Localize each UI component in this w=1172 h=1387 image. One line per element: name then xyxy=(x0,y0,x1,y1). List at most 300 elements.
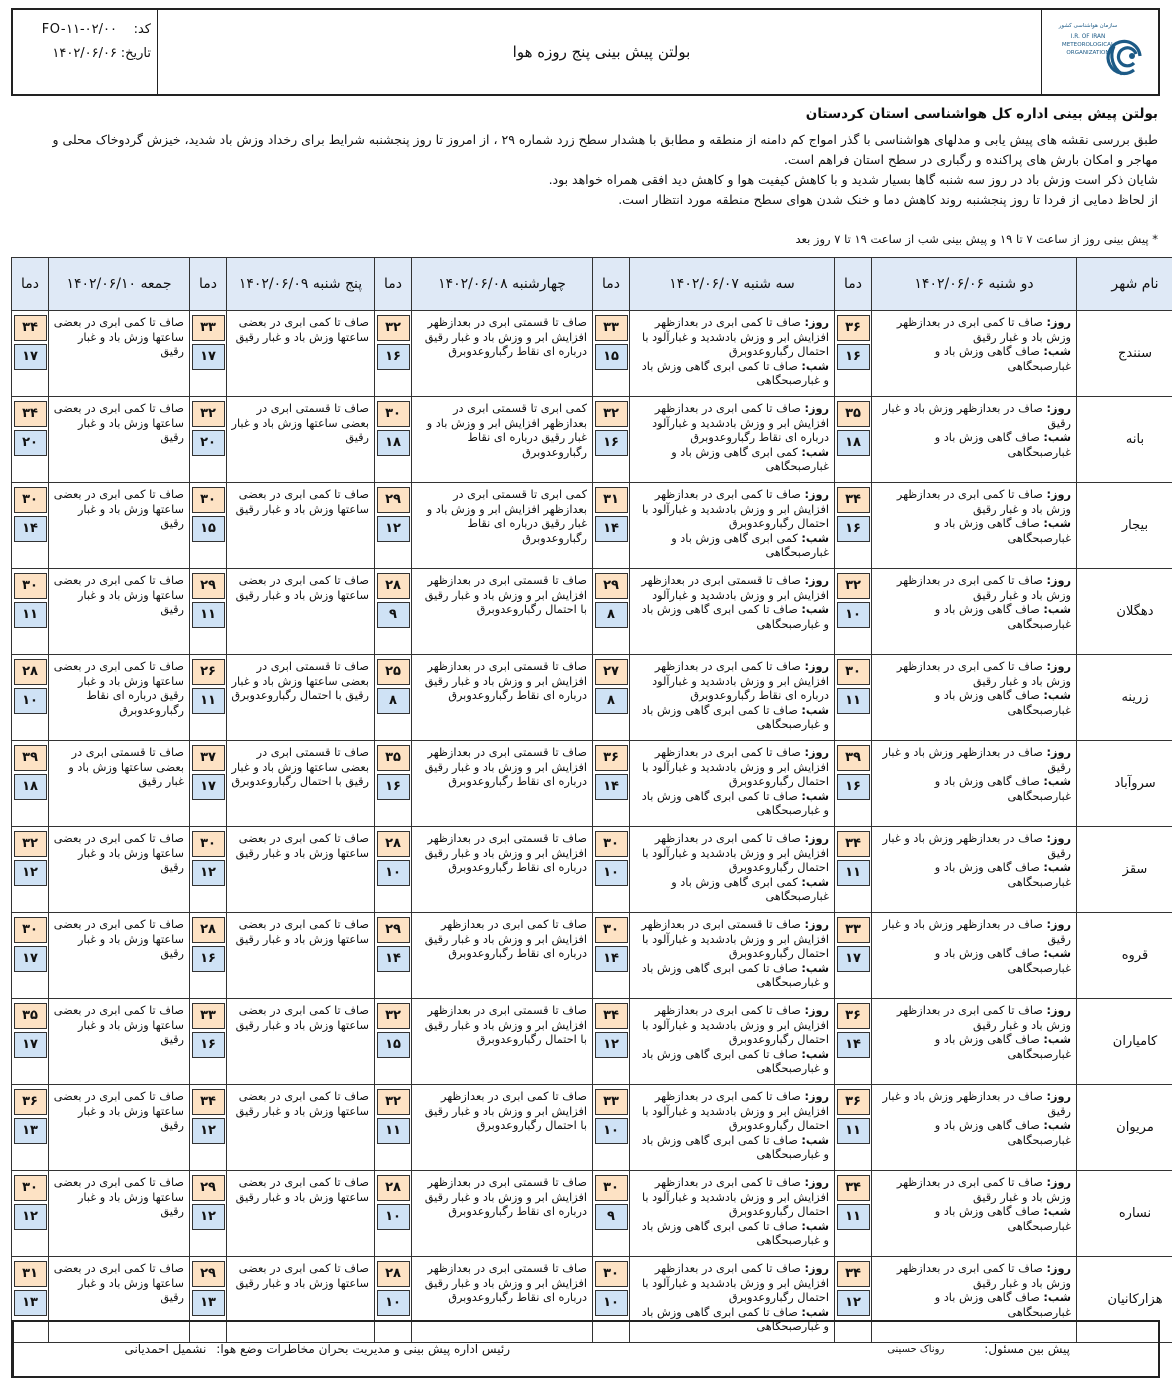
night-label: شب: xyxy=(801,1305,829,1319)
night-label: شب: xyxy=(801,875,829,889)
forecast-cell xyxy=(227,741,375,827)
temperature-cell xyxy=(835,913,872,999)
forecast-table xyxy=(11,257,1172,1343)
day-forecast xyxy=(634,1004,829,1048)
temperature-cell xyxy=(12,1171,49,1257)
forecast-cell xyxy=(412,1085,593,1171)
day-label: روز: xyxy=(804,832,829,845)
min-temp: ۱۴ xyxy=(837,1032,870,1058)
max-temp: ۳۴ xyxy=(837,487,870,513)
max-temp: ۳۱ xyxy=(595,487,628,513)
max-temp: ۲۹ xyxy=(595,573,628,599)
forecast-cell xyxy=(227,397,375,483)
forecast-cell xyxy=(872,1171,1077,1257)
night-forecast xyxy=(634,532,829,561)
temperature-cell xyxy=(12,741,49,827)
day-label: روز: xyxy=(804,746,829,759)
night-forecast-text: صاف گاهی وزش باد و غبارصبحگاهی xyxy=(934,689,1071,717)
forecast-cell xyxy=(630,913,835,999)
max-temp: ۳۶ xyxy=(837,1089,870,1115)
forecast-text: صاف تا قسمتی ابری در بعدازظهر افزایش ابر و وزش باد و غبار رقیق با احتمال رگباروعدوبرق xyxy=(424,574,587,616)
city-name: سنندج xyxy=(1077,311,1172,397)
forecast-text: صاف تا کمی ابری در بعضی ساعتها وزش باد و غبار رقیق xyxy=(235,316,369,344)
forecast-text: صاف تا کمی ابری در بعضی ساعتها وزش باد و غبار رقیق xyxy=(235,832,369,860)
forecast-text: کمی ابری تا قسمتی ابری در بعدازظهر افزایش ابر و وزش باد و غبار رقیق درباره ای نقاط رگباروعدوبرق xyxy=(426,402,587,459)
min-temp: ۱۸ xyxy=(837,430,870,456)
chief-label: رئیس اداره پیش بینی و مدیریت بحران مخاطرات وضع هوا: xyxy=(216,1342,510,1356)
day-label: روز: xyxy=(1046,316,1071,329)
temperature-cell xyxy=(12,1085,49,1171)
forecast-cell xyxy=(630,655,835,741)
night-label: شب: xyxy=(1043,1033,1071,1046)
min-temp: ۱۲ xyxy=(192,1204,225,1230)
forecast-cell xyxy=(49,827,190,913)
max-temp: ۳۰ xyxy=(14,487,47,513)
max-temp: ۳۰ xyxy=(14,573,47,599)
forecaster-label: پیش بین مسئول: xyxy=(984,1342,1070,1356)
logo-fa-text: سازمان هواشناسی کشور xyxy=(1058,23,1118,29)
forecast-cell xyxy=(227,1171,375,1257)
max-temp: ۳۵ xyxy=(837,401,870,427)
day-forecast xyxy=(634,1176,829,1220)
city-column-header: نام شهر xyxy=(1077,258,1172,311)
night-forecast xyxy=(634,876,829,905)
min-temp: ۱۲ xyxy=(14,860,47,886)
temperature-cell xyxy=(12,311,49,397)
temperature-cell xyxy=(190,913,227,999)
forecast-cell xyxy=(872,397,1077,483)
night-forecast xyxy=(876,517,1071,546)
day-label: روز: xyxy=(1046,1004,1071,1017)
temperature-cell xyxy=(835,311,872,397)
night-forecast xyxy=(876,689,1071,718)
day-label: روز: xyxy=(804,660,829,673)
min-temp: ۱۲ xyxy=(192,860,225,886)
max-temp: ۲۹ xyxy=(377,917,410,943)
day-label: روز: xyxy=(1046,488,1071,501)
day-label: روز: xyxy=(804,402,829,415)
temperature-cell xyxy=(593,397,630,483)
max-temp: ۳۳ xyxy=(595,315,628,341)
day-forecast-text: صاف در بعدازظهر وزش باد و غبار رقیق xyxy=(882,832,1071,860)
day-label: روز: xyxy=(804,574,829,587)
day-header-3: چهارشنبه ۱۴۰۲/۰۶/۰۸ xyxy=(412,258,593,311)
min-temp: ۱۰ xyxy=(377,1204,410,1230)
night-label: شب: xyxy=(1043,689,1071,702)
min-temp: ۱۳ xyxy=(14,1290,47,1316)
forecast-text: صاف تا کمی ابری در بعضی ساعتها وزش باد و غبار رقیق xyxy=(53,1090,184,1132)
min-temp: ۱۶ xyxy=(377,344,410,370)
min-temp: ۱۷ xyxy=(837,946,870,972)
forecast-cell xyxy=(412,999,593,1085)
night-label: شب: xyxy=(1043,1291,1071,1304)
night-label: شب: xyxy=(801,961,829,975)
night-forecast-text: صاف گاهی وزش باد و غبارصبحگاهی xyxy=(934,517,1071,545)
max-temp: ۲۸ xyxy=(192,917,225,943)
max-temp: ۲۷ xyxy=(595,659,628,685)
forecast-cell xyxy=(49,741,190,827)
intro-paragraph-2: شایان ذکر است وزش باد در روز سه شنبه گاها بسیار شدید و با کاهش کیفیت هوا و کاهش دید افقی همراه خواهد بود. xyxy=(548,172,1158,187)
table-row xyxy=(12,999,1172,1085)
city-name: سقز xyxy=(1077,827,1172,913)
night-forecast-text: صاف گاهی وزش باد و غبارصبحگاهی xyxy=(934,431,1071,459)
day-forecast xyxy=(876,1176,1071,1205)
forecast-cell xyxy=(872,483,1077,569)
min-temp: ۱۴ xyxy=(595,774,628,800)
date-label: تاریخ: xyxy=(120,46,151,61)
night-label: شب: xyxy=(801,1047,829,1061)
temperature-cell xyxy=(12,483,49,569)
day-label: روز: xyxy=(1046,1090,1071,1103)
min-temp: ۱۱ xyxy=(377,1118,410,1144)
forecast-cell xyxy=(630,483,835,569)
temperature-cell xyxy=(190,741,227,827)
max-temp: ۳۰ xyxy=(192,487,225,513)
forecast-cell xyxy=(49,311,190,397)
temperature-cell xyxy=(593,999,630,1085)
forecast-text: صاف تا کمی ابری در بعضی ساعتها وزش باد و غبار رقیق xyxy=(53,488,184,530)
night-label: شب: xyxy=(801,703,829,717)
day-forecast xyxy=(876,488,1071,517)
table-row xyxy=(12,827,1172,913)
max-temp: ۳۹ xyxy=(14,745,47,771)
day-forecast xyxy=(876,918,1071,947)
intro-paragraph-1: طبق بررسی نقشه های پیش یابی و مدلهای هواشناسی با گذر امواج کم دامنه از منطقه و مطابق با هشدار سطح زرد شماره ۲۹ ، از امروز تا روز پنجشنبه شرایط برای رخداد وزش باد شدید، خیزش گردوخاک محلی و مهاجر و امکان بارش های پراکنده و رگباری در سطح استان فراهم است. xyxy=(52,132,1158,167)
night-forecast-text: کمی ابری گاهی وزش باد و غبارصبحگاهی xyxy=(671,531,829,559)
day-forecast-text: صاف تا کمی ابری در بعدازظهر افزایش ابر و وزش بادشدید و غبارآلود با احتمال رگباروعدوبرق xyxy=(641,488,829,530)
temperature-cell xyxy=(375,1171,412,1257)
forecast-cell xyxy=(49,999,190,1085)
night-forecast-text: صاف گاهی وزش باد و غبارصبحگاهی xyxy=(934,775,1071,803)
day-label: روز: xyxy=(804,316,829,329)
night-forecast-text: صاف تا کمی ابری گاهی وزش باد و غبارصبحگاهی xyxy=(641,961,829,989)
min-temp: ۱۶ xyxy=(595,430,628,456)
night-label: شب: xyxy=(801,603,829,616)
night-label: شب: xyxy=(1043,775,1071,788)
max-temp: ۳۳ xyxy=(192,1003,225,1029)
day-forecast xyxy=(634,316,829,360)
forecast-text: صاف تا کمی ابری در بعضی ساعتها وزش باد و غبار رقیق xyxy=(53,1176,184,1218)
forecast-cell xyxy=(227,569,375,655)
max-temp: ۳۶ xyxy=(837,1003,870,1029)
day-forecast xyxy=(876,402,1071,431)
city-name: سروآباد xyxy=(1077,741,1172,827)
max-temp: ۲۸ xyxy=(377,1261,410,1287)
min-temp: ۱۰ xyxy=(377,860,410,886)
max-temp: ۲۸ xyxy=(14,659,47,685)
max-temp: ۳۹ xyxy=(837,745,870,771)
max-temp: ۲۵ xyxy=(377,659,410,685)
max-temp: ۳۲ xyxy=(377,1003,410,1029)
table-row xyxy=(12,655,1172,741)
min-temp: ۸ xyxy=(595,688,628,714)
min-temp: ۱۴ xyxy=(595,516,628,542)
temperature-cell xyxy=(190,483,227,569)
forecast-hours-note: * پیش بینی روز از ساعت ۷ تا ۱۹ و پیش بینی شب از ساعت ۱۹ تا ۷ روز بعد xyxy=(795,232,1158,246)
max-temp: ۳۶ xyxy=(837,315,870,341)
forecast-cell xyxy=(49,483,190,569)
day-forecast-text: صاف تا کمی ابری در بعدازظهر وزش باد و غبار رقیق xyxy=(896,1176,1071,1204)
city-name: هزارکانیان xyxy=(1077,1257,1172,1343)
max-temp: ۲۹ xyxy=(192,1261,225,1287)
forecast-text: صاف تا کمی ابری در بعضی ساعتها وزش باد و غبار رقیق xyxy=(235,1262,369,1290)
bulletin-title: بولتن پیش بینی پنج روزه هوا xyxy=(512,43,691,61)
day-forecast xyxy=(876,1262,1071,1291)
day-forecast xyxy=(876,1004,1071,1033)
temperature-cell xyxy=(12,569,49,655)
min-temp: ۱۱ xyxy=(192,602,225,628)
max-temp: ۳۴ xyxy=(595,1003,628,1029)
forecast-cell xyxy=(227,311,375,397)
min-temp: ۱۱ xyxy=(837,688,870,714)
min-temp: ۱۳ xyxy=(14,1118,47,1144)
forecast-cell xyxy=(630,827,835,913)
day-label: روز: xyxy=(1046,574,1071,587)
day-forecast-text: صاف تا کمی ابری در بعدازظهر افزایش ابر و وزش بادشدید و غبارآلود با احتمال رگباروعدوبرق xyxy=(641,832,829,874)
temperature-cell xyxy=(375,827,412,913)
table-row xyxy=(12,1085,1172,1171)
table-row xyxy=(12,569,1172,655)
day-forecast-text: صاف تا کمی ابری در بعدازظهر وزش باد و غبار رقیق xyxy=(896,488,1071,516)
temperature-cell xyxy=(593,741,630,827)
forecast-text: صاف تا قسمتی ابری در بعضی ساعتها وزش باد و غبار رقیق با احتمال رگباروعدوبرق xyxy=(231,746,369,788)
city-name: زرینه xyxy=(1077,655,1172,741)
max-temp: ۳۲ xyxy=(837,573,870,599)
day-forecast-text: صاف تا کمی ابری در بعدازظهر وزش باد و غبار رقیق xyxy=(896,316,1071,344)
day-header-5: جمعه ۱۴۰۲/۰۶/۱۰ xyxy=(49,258,190,311)
temp-header-5: دما xyxy=(12,258,49,311)
night-label: شب: xyxy=(1043,1119,1071,1132)
min-temp: ۱۷ xyxy=(192,774,225,800)
max-temp: ۳۰ xyxy=(837,659,870,685)
table-row xyxy=(12,741,1172,827)
max-temp: ۳۲ xyxy=(14,831,47,857)
min-temp: ۱۸ xyxy=(377,430,410,456)
temp-header-4: دما xyxy=(190,258,227,311)
temperature-cell xyxy=(375,311,412,397)
day-label: روز: xyxy=(804,488,829,501)
max-temp: ۳۰ xyxy=(595,1261,628,1287)
night-forecast-text: صاف تا کمی ابری گاهی وزش باد و غبارصبحگاهی xyxy=(641,603,829,631)
day-forecast-text: صاف در بعدازظهر وزش باد و غبار رقیق xyxy=(882,402,1071,430)
day-forecast-text: صاف تا کمی ابری در بعدازظهر وزش باد و غبار رقیق xyxy=(896,574,1071,602)
day-forecast-text: صاف تا قسمتی ابری در بعدازظهر افزایش ابر و وزش بادشدید و غبارآلود با احتمال رگباروعدوبرق xyxy=(641,918,829,960)
night-label: شب: xyxy=(801,359,829,373)
forecast-cell xyxy=(49,1171,190,1257)
forecast-text: صاف تا کمی ابری در بعضی ساعتها وزش باد و غبار رقیق xyxy=(53,574,184,616)
night-forecast-text: صاف تا کمی ابری گاهی وزش باد و غبارصبحگاهی xyxy=(641,359,829,387)
chief-section xyxy=(13,1322,558,1376)
min-temp: ۱۱ xyxy=(837,1118,870,1144)
min-temp: ۲۰ xyxy=(192,430,225,456)
date-row xyxy=(23,46,151,61)
max-temp: ۳۲ xyxy=(192,401,225,427)
header-meta xyxy=(13,10,158,94)
night-label: شب: xyxy=(1043,431,1071,444)
night-forecast-text: صاف تا کمی ابری گاهی وزش باد و غبارصبحگاهی xyxy=(641,703,829,731)
night-forecast xyxy=(876,1033,1071,1062)
temperature-cell xyxy=(12,827,49,913)
night-forecast xyxy=(634,790,829,819)
forecast-cell xyxy=(227,999,375,1085)
temperature-cell xyxy=(190,569,227,655)
forecast-cell xyxy=(630,741,835,827)
max-temp: ۳۵ xyxy=(377,745,410,771)
forecast-text: صاف تا کمی ابری در بعضی ساعتها وزش باد و غبار رقیق xyxy=(235,1004,369,1032)
forecast-text: صاف تا قسمتی ابری در بعدازظهر افزایش ابر و وزش باد و غبار رقیق درباره ای نقاط رگباروعدوبرق xyxy=(424,832,587,874)
max-temp: ۳۵ xyxy=(14,1003,47,1029)
city-name: قروه xyxy=(1077,913,1172,999)
min-temp: ۱۴ xyxy=(595,946,628,972)
night-forecast-text: صاف تا کمی ابری گاهی وزش باد و غبارصبحگاهی xyxy=(641,1219,829,1247)
day-label: روز: xyxy=(1046,660,1071,673)
min-temp: ۱۳ xyxy=(192,1290,225,1316)
min-temp: ۱۵ xyxy=(192,516,225,542)
forecast-cell xyxy=(227,483,375,569)
day-forecast xyxy=(876,574,1071,603)
night-forecast-text: کمی ابری گاهی وزش باد و غبارصبحگاهی xyxy=(671,445,829,473)
table-row xyxy=(12,483,1172,569)
temperature-cell xyxy=(190,397,227,483)
day-forecast-text: صاف تا کمی ابری در بعدازظهر وزش باد و غبار رقیق xyxy=(896,1004,1071,1032)
meteorological-organization-logo xyxy=(1052,16,1152,88)
night-forecast-text: صاف گاهی وزش باد و غبارصبحگاهی xyxy=(934,1291,1071,1319)
day-forecast xyxy=(634,918,829,962)
day-forecast-text: صاف تا کمی ابری در بعدازظهر افزایش ابر و وزش بادشدید و غبارآلود درباره ای نقاط رگباروعدوبرق xyxy=(652,402,829,444)
temperature-cell xyxy=(12,913,49,999)
city-name: بانه xyxy=(1077,397,1172,483)
forecast-text: صاف تا کمی ابری در بعضی ساعتها وزش باد و غبار رقیق xyxy=(53,1262,184,1304)
footer xyxy=(11,1320,1160,1378)
night-label: شب: xyxy=(1043,947,1071,960)
forecast-cell xyxy=(872,1085,1077,1171)
max-temp: ۳۷ xyxy=(192,745,225,771)
day-label: روز: xyxy=(1046,832,1071,845)
forecast-cell xyxy=(227,655,375,741)
min-temp: ۹ xyxy=(595,1204,628,1230)
night-forecast xyxy=(876,861,1071,890)
day-label: روز: xyxy=(1046,918,1071,931)
day-label: روز: xyxy=(1046,402,1071,415)
city-name: مریوان xyxy=(1077,1085,1172,1171)
temperature-cell xyxy=(835,1171,872,1257)
forecast-cell xyxy=(412,913,593,999)
forecast-cell xyxy=(412,741,593,827)
forecast-cell xyxy=(227,827,375,913)
forecast-text: صاف تا کمی ابری در بعضی ساعتها وزش باد و غبار رقیق xyxy=(235,918,369,946)
forecast-cell xyxy=(872,827,1077,913)
day-header-1: دو شنبه ۱۴۰۲/۰۶/۰۶ xyxy=(872,258,1077,311)
min-temp: ۱۱ xyxy=(837,860,870,886)
forecast-text: صاف تا قسمتی ابری در بعدازظهر افزایش ابر و وزش باد و غبار رقیق درباره ای نقاط رگباروعدوبرق xyxy=(424,1262,587,1304)
temperature-cell xyxy=(593,1171,630,1257)
night-forecast-text: صاف گاهی وزش باد و غبارصبحگاهی xyxy=(934,1205,1071,1233)
temperature-cell xyxy=(12,397,49,483)
max-temp: ۳۶ xyxy=(595,745,628,771)
night-forecast xyxy=(876,1119,1071,1148)
temperature-cell xyxy=(593,569,630,655)
intro-paragraph-3: از لحاظ دمایی از فردا تا روز پنجشنبه روند کاهش دما و خنک شدن هوای سطح منطقه مورد انتظار است. xyxy=(618,192,1158,207)
temperature-cell xyxy=(375,483,412,569)
temperature-cell xyxy=(375,913,412,999)
city-name: بیجار xyxy=(1077,483,1172,569)
night-forecast xyxy=(634,962,829,991)
min-temp: ۱۱ xyxy=(192,688,225,714)
night-label: شب: xyxy=(1043,861,1071,874)
temperature-cell xyxy=(375,1085,412,1171)
min-temp: ۱۰ xyxy=(14,688,47,714)
min-temp: ۱۶ xyxy=(192,1032,225,1058)
forecast-table-body xyxy=(12,311,1172,1343)
min-temp: ۱۰ xyxy=(377,1290,410,1316)
forecast-cell xyxy=(630,569,835,655)
max-temp: ۳۳ xyxy=(595,1089,628,1115)
min-temp: ۱۰ xyxy=(595,860,628,886)
forecast-cell xyxy=(872,913,1077,999)
temperature-cell xyxy=(593,1085,630,1171)
forecaster-name: روناک حسینی xyxy=(887,1343,945,1355)
night-forecast-text: صاف تا کمی ابری گاهی وزش باد و غبارصبحگاهی xyxy=(641,1047,829,1075)
night-forecast xyxy=(634,1134,829,1163)
day-forecast-text: صاف تا کمی ابری در بعدازظهر وزش باد و غبار رقیق xyxy=(896,1262,1071,1290)
day-label: روز: xyxy=(1046,746,1071,759)
day-label: روز: xyxy=(1046,1176,1071,1189)
min-temp: ۱۵ xyxy=(595,344,628,370)
min-temp: ۱۰ xyxy=(595,1118,628,1144)
logo-cell xyxy=(1041,10,1158,94)
temperature-cell xyxy=(12,999,49,1085)
day-forecast xyxy=(634,488,829,532)
day-forecast-text: صاف تا کمی ابری در بعدازظهر افزایش ابر و وزش بادشدید و غبارآلود درباره ای نقاط رگباروعدوبرق xyxy=(652,660,829,702)
day-forecast-text: صاف در بعدازظهر وزش باد و غبار رقیق xyxy=(882,746,1071,774)
city-name: نساره xyxy=(1077,1171,1172,1257)
temperature-cell xyxy=(835,483,872,569)
max-temp: ۳۲ xyxy=(377,1089,410,1115)
day-label: روز: xyxy=(1046,1262,1071,1275)
night-forecast xyxy=(634,704,829,733)
max-temp: ۳۰ xyxy=(595,917,628,943)
temperature-cell xyxy=(190,311,227,397)
min-temp: ۱۷ xyxy=(14,1032,47,1058)
night-forecast xyxy=(876,775,1071,804)
day-forecast xyxy=(876,746,1071,775)
night-forecast-text: کمی ابری گاهی وزش باد و غبارصبحگاهی xyxy=(671,875,829,903)
temperature-cell xyxy=(375,569,412,655)
temperature-cell xyxy=(375,655,412,741)
temperature-cell xyxy=(593,655,630,741)
max-temp: ۳۰ xyxy=(377,401,410,427)
night-label: شب: xyxy=(801,789,829,803)
night-forecast xyxy=(876,1291,1071,1320)
forecast-text: صاف تا قسمتی ابری در بعدازظهر افزایش ابر و وزش باد و غبار رقیق درباره ای نقاط رگباروعدوبرق xyxy=(424,746,587,788)
forecast-text: صاف تا قسمتی ابری در بعدازظهر افزایش ابر و وزش باد و غبار رقیق درباره ای نقاط رگباروعدوبرق xyxy=(424,316,587,358)
night-label: شب: xyxy=(801,531,829,545)
night-label: شب: xyxy=(1043,603,1071,616)
temperature-cell xyxy=(835,827,872,913)
code-value: FO-۱۱-۰۲/۰۰ xyxy=(41,22,117,37)
max-temp: ۳۴ xyxy=(14,401,47,427)
max-temp: ۲۹ xyxy=(192,573,225,599)
forecast-text: صاف تا کمی ابری در بعضی ساعتها وزش باد و غبار رقیق xyxy=(53,316,184,358)
temp-header-2: دما xyxy=(593,258,630,311)
temp-header-3: دما xyxy=(375,258,412,311)
forecast-text: صاف تا کمی ابری در بعضی ساعتها وزش باد و غبار رقیق xyxy=(53,832,184,874)
forecast-cell xyxy=(630,311,835,397)
min-temp: ۱۲ xyxy=(837,1290,870,1316)
night-forecast-text: صاف تا کمی ابری گاهی وزش باد و غبارصبحگاهی xyxy=(641,1133,829,1161)
min-temp: ۱۷ xyxy=(192,344,225,370)
night-forecast-text: صاف گاهی وزش باد و غبارصبحگاهی xyxy=(934,345,1071,373)
